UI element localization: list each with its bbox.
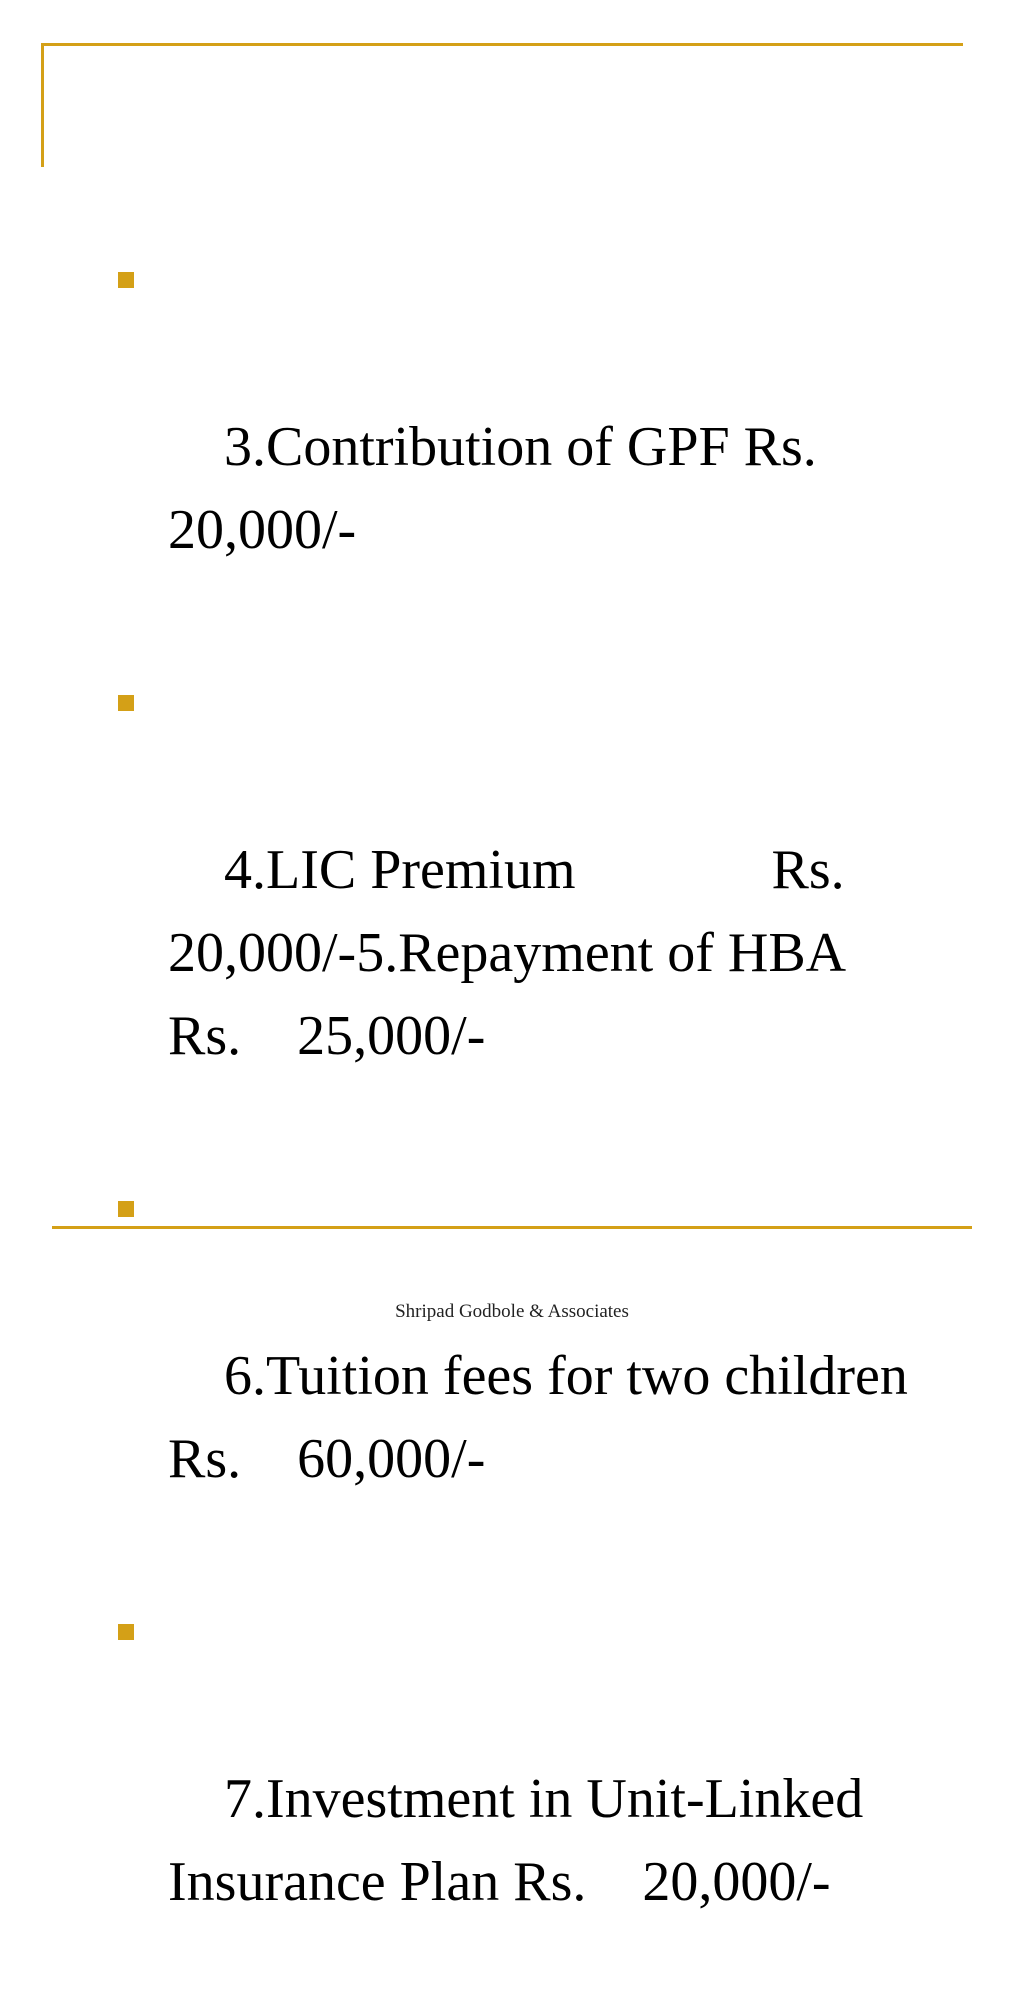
square-bullet-icon bbox=[118, 1201, 134, 1217]
bullet-item-lic-hba bbox=[118, 663, 908, 1161]
bullet-list bbox=[118, 240, 922, 2015]
bullet-text: 7.Investment in Unit-Linked Insurance Plan Rs. 20,000/- bbox=[168, 1768, 878, 1913]
square-bullet-icon bbox=[118, 1624, 134, 1640]
bullet-item-ulip bbox=[118, 1592, 908, 2007]
bullet-item-gpf bbox=[118, 240, 908, 655]
bullet-text: 6.Tuition fees for two children Rs. 60,000/- bbox=[168, 1345, 922, 1490]
bullet-text: 4.LIC Premium Rs. 20,000/-5.Repayment of HBA Rs. 25,000/- bbox=[168, 839, 872, 1067]
bullet-text: 3.Contribution of GPF Rs. 20,000/- bbox=[168, 416, 831, 561]
bullet-item-tuition bbox=[118, 1169, 922, 1584]
square-bullet-icon bbox=[118, 272, 134, 288]
square-bullet-icon bbox=[118, 695, 134, 711]
footer-divider-line bbox=[52, 1226, 972, 1229]
frame-top-line bbox=[41, 43, 963, 46]
frame-left-line bbox=[41, 43, 44, 167]
footer-text: Shripad Godbole & Associates bbox=[395, 1301, 629, 1322]
